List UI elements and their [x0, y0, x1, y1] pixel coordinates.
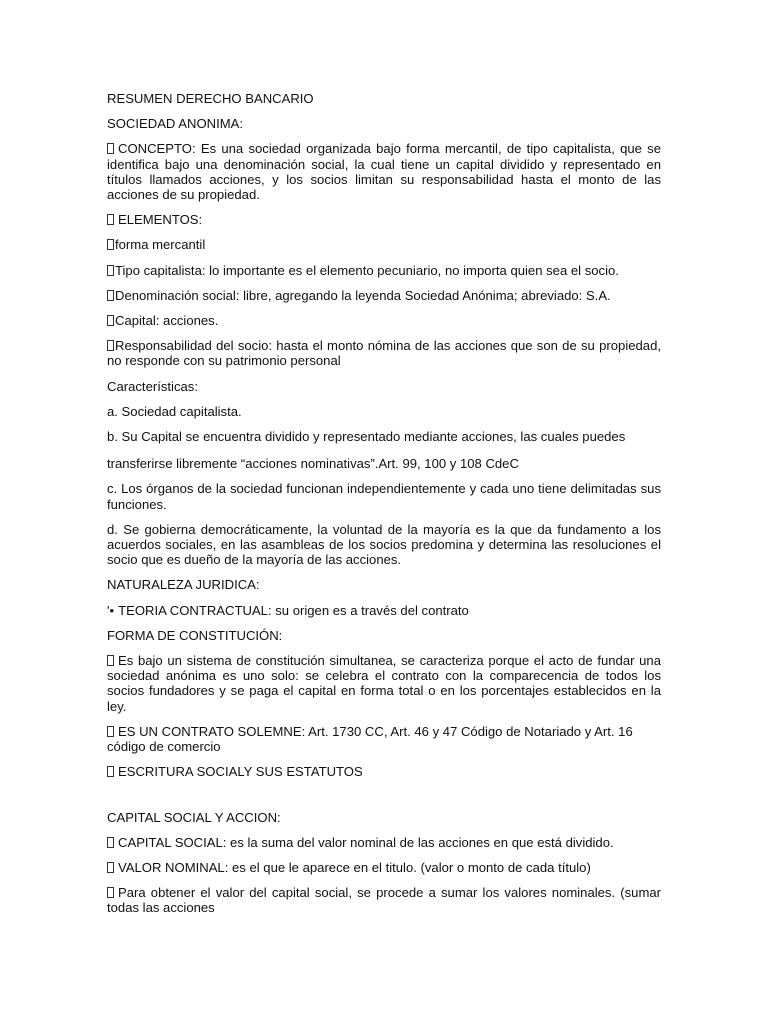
capital-text: Para obtener el valor del capital social, se procede a sumar los valores nominales. (sumar todas las acciones: [107, 885, 661, 916]
forma-text: ES UN CONTRATO SOLEMNE: Art. 1730 CC, Art. 46 y 47 Código de Notariado y Art. 16 código de comercio: [107, 723, 633, 755]
forma-item: [107, 653, 661, 714]
checkbox-glyph-icon: [107, 655, 114, 666]
elemento-item: [107, 288, 661, 303]
checkbox-glyph-icon: [107, 887, 114, 898]
blank-line: [107, 790, 661, 810]
checkbox-glyph-icon: [107, 837, 114, 848]
elementos-text: ELEMENTOS:: [118, 212, 203, 228]
forma-item: [107, 724, 661, 754]
caracteristica-b-line2: transferirse libremente “acciones nominativas”.Art. 99, 100 y 108 CdeC: [107, 456, 519, 472]
elemento-text: Responsabilidad del socio: hasta el monto nómina de las acciones que son de su propiedad, no responde con su patrimonio personal: [107, 338, 661, 369]
bullet-icon: '•: [107, 602, 115, 618]
heading-caracteristicas: Características:: [107, 378, 198, 394]
checkbox-glyph-icon: [107, 340, 114, 351]
capital-item: [107, 885, 661, 915]
elemento-text: Capital: acciones.: [115, 313, 219, 329]
caracteristica-d: d. Se gobierna democráticamente, la voluntad de la mayoría es la que da fundamento a los acuerdos sociales, en las asambleas de los socios predomina y determina las resoluciones el socio que es dueño de la mayoría de las acciones.: [107, 521, 661, 568]
forma-text: ESCRITURA SOCIALY SUS ESTATUTOS: [118, 764, 363, 780]
document-title: RESUMEN DERECHO BANCARIO: [107, 91, 314, 106]
elemento-text: forma mercantil: [115, 237, 206, 253]
teoria-text: TEORIA CONTRACTUAL: su origen es a través del contrato: [118, 602, 469, 618]
caracteristica-c: c. Los órganos de la sociedad funcionan independientemente y cada uno tiene delimitadas sus funciones.: [107, 481, 661, 512]
capital-item: [107, 860, 661, 875]
heading-elementos: [107, 212, 661, 227]
checkbox-glyph-icon: [107, 290, 114, 301]
checkbox-glyph-icon: [107, 315, 114, 326]
checkbox-glyph-icon: [107, 143, 114, 154]
elemento-item: [107, 263, 661, 278]
checkbox-glyph-icon: [107, 862, 114, 873]
caracteristica-b-line1: b. Su Capital se encuentra dividido y representado mediante acciones, las cuales puedes: [107, 429, 626, 445]
concepto-text: CONCEPTO: Es una sociedad organizada bajo forma mercantil, de tipo capitalista, que se identifica bajo una denominación social, la cual tiene un capital dividido y representado en títulos llamados acciones, y los socios limitan su responsabilidad hasta el monto de las acciones de su propiedad.: [107, 141, 661, 203]
paragraph-concepto: [107, 141, 661, 202]
teoria-contractual: [107, 603, 661, 618]
section-heading-sociedad-anonima: SOCIEDAD ANONIMA:: [107, 116, 244, 132]
checkbox-glyph-icon: [107, 265, 114, 276]
elemento-text: Denominación social: libre, agregando la leyenda Sociedad Anónima; abreviado: S.A.: [115, 287, 611, 303]
checkbox-glyph-icon: [107, 214, 114, 225]
heading-capital-social: CAPITAL SOCIAL Y ACCION:: [107, 809, 281, 825]
checkbox-glyph-icon: [107, 766, 114, 777]
elemento-item: [107, 237, 661, 252]
caracteristica-a: a. Sociedad capitalista.: [107, 403, 242, 419]
checkbox-glyph-icon: [107, 239, 114, 250]
elemento-text: Tipo capitalista: lo importante es el elemento pecuniario, no importa quien sea el socio.: [115, 262, 619, 278]
capital-text: CAPITAL SOCIAL: es la suma del valor nominal de las acciones en que está dividido.: [118, 834, 614, 850]
elemento-item: [107, 338, 661, 368]
elemento-item: [107, 313, 661, 328]
forma-item: [107, 764, 661, 779]
heading-naturaleza-juridica: NATURALEZA JURIDICA:: [107, 577, 260, 593]
capital-item: [107, 835, 661, 850]
forma-text: Es bajo un sistema de constitución simultanea, se caracteriza porque el acto de fundar una sociedad anónima es uno solo: se celebra el contrato con la comparecencia de todos los socios fundadores y se paga el capital en forma total o en los porcentajes establecidos en la ley.: [107, 653, 661, 714]
document-page: [107, 91, 661, 926]
heading-forma-constitucion: FORMA DE CONSTITUCIÓN:: [107, 627, 283, 643]
capital-text: VALOR NOMINAL: es el que le aparece en el titulo. (valor o monto de cada título): [118, 859, 591, 875]
checkbox-glyph-icon: [107, 726, 114, 737]
